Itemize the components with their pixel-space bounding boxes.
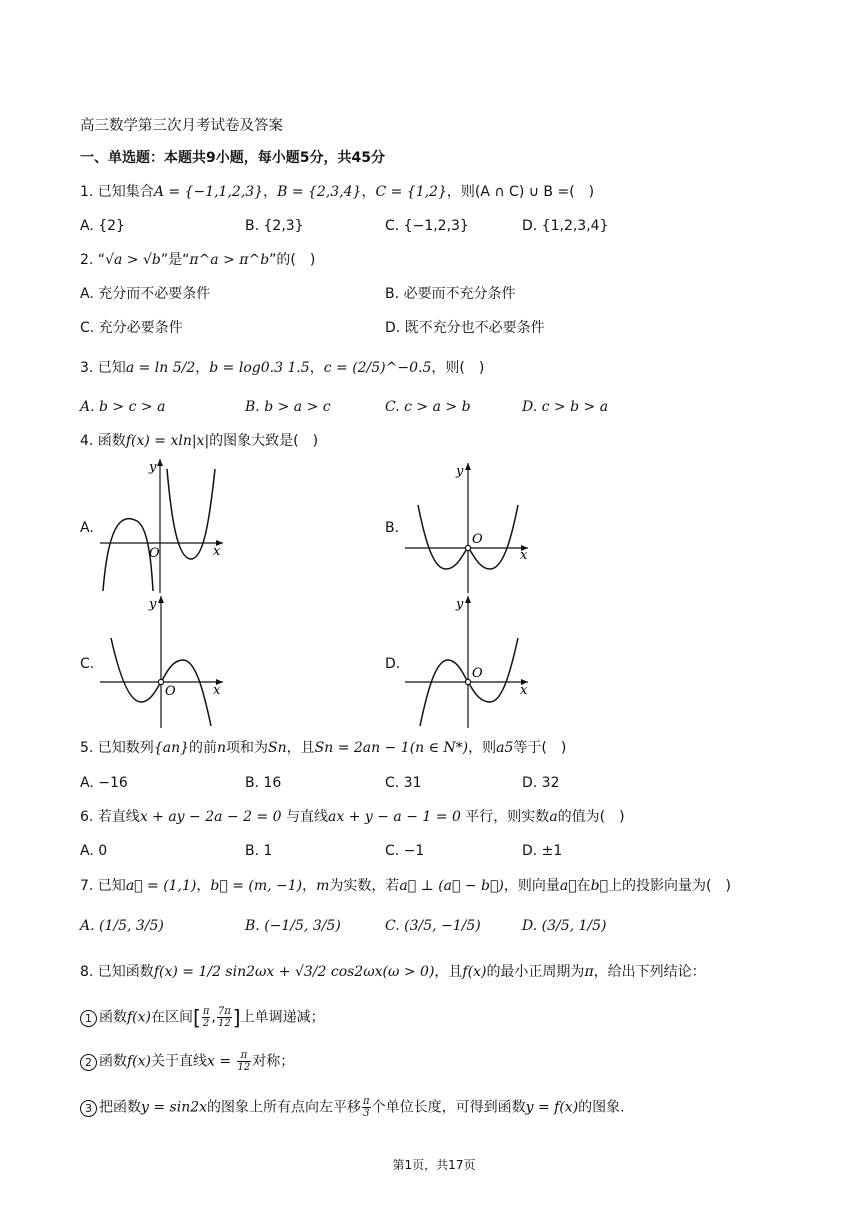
graph-c-x-label: x xyxy=(213,683,221,698)
q5-option-b: B. 16 xyxy=(245,775,282,791)
q2-option-c: C. 充分必要条件 xyxy=(80,320,183,336)
q1-option-a: A. {2} xyxy=(80,218,125,234)
document-title: 高三数学第三次月考试卷及答案 xyxy=(80,118,283,134)
graph-b-y-label: y xyxy=(456,464,464,479)
q8-conclusion-1: 1 函数f(x)在区间[ $\frac{\pi}{2}$ , $\frac{7\pi}{12}$ ]上单调递减； xyxy=(80,1006,325,1029)
graph-d-y-label: y xyxy=(456,597,464,612)
q7-option-d: D. (3/5, 1/5) xyxy=(522,918,607,934)
graph-a-x-label: x xyxy=(213,544,221,559)
question-6: 6. 若直线x + ay − 2a − 2 = 0 与直线ax + y − a − 1 = 0 平行，则实数a的值为( ) xyxy=(80,809,625,825)
question-1: 1. 已知集合A = {−1,1,2,3}，B = {2,3,4}，C = {1,2}，则(A ∩ C) ∪ B =( ) xyxy=(80,184,595,200)
q6-option-d: D. ±1 xyxy=(522,843,563,859)
graph-a-origin: O xyxy=(149,546,160,561)
q3-option-a: A. b > c > a xyxy=(80,399,166,415)
q4-label-a: A. xyxy=(80,520,94,536)
circle-3-icon: 3 xyxy=(80,1100,97,1117)
question-4: 4. 函数f(x) = xln|x|的图象大致是( ) xyxy=(80,433,319,449)
page-footer: 第1页，共17页 xyxy=(392,1158,476,1172)
q5-option-d: D. 32 xyxy=(522,775,560,791)
q6-option-a: A. 0 xyxy=(80,843,108,859)
question-5: 5. 已知数列{an}的前n项和为Sn，且Sn = 2an − 1(n ∈ N*)，则a5等于( ) xyxy=(80,740,567,756)
q2-option-b: B. 必要而不充分条件 xyxy=(385,286,516,302)
graph-c-origin: O xyxy=(165,684,176,699)
graph-a xyxy=(95,455,235,595)
q5-option-a: A. −16 xyxy=(80,775,128,791)
q3-option-d: D. c > b > a xyxy=(522,399,609,415)
q8-conclusion-2: 2 函数f(x)关于直线x = $\frac{\pi}{12}$ 对称； xyxy=(80,1050,294,1073)
q5-option-c: C. 31 xyxy=(385,775,422,791)
question-7: 7. 已知a⃗ = (1,1)，b⃗ = (m, −1)，m为实数，若a⃗ ⊥ (a⃗ − b⃗)，则向量a⃗在b⃗上的投影向量为( ) xyxy=(80,878,731,894)
circle-2-icon: 2 xyxy=(80,1054,97,1071)
graph-b xyxy=(400,455,540,595)
graph-d-origin: O xyxy=(472,666,483,681)
circle-1-icon: 1 xyxy=(80,1010,97,1027)
q1-option-b: B. {2,3} xyxy=(245,218,304,234)
q7-option-c: C. (3/5, −1/5) xyxy=(385,918,481,934)
question-2: 2. “√a > √b”是“π^a > π^b”的( ) xyxy=(80,252,316,268)
q4-label-d: D. xyxy=(385,656,401,672)
graph-c-y-label: y xyxy=(149,597,157,612)
graph-d xyxy=(400,592,540,732)
q4-label-c: C. xyxy=(80,656,95,672)
graph-d-x-label: x xyxy=(520,683,528,698)
section-heading: 一、单选题：本题共9小题，每小题5分，共45分 xyxy=(80,150,385,166)
graph-b-origin: O xyxy=(472,532,483,547)
q1-option-d: D. {1,2,3,4} xyxy=(522,218,609,234)
q6-option-b: B. 1 xyxy=(245,843,273,859)
question-8: 8. 已知函数f(x) = 1/2 sin2ωx + √3/2 cos2ωx(ω > 0)，且f(x)的最小正周期为π，给出下列结论： xyxy=(80,964,706,980)
graph-c xyxy=(95,592,235,732)
q6-option-c: C. −1 xyxy=(385,843,425,859)
question-3: 3. 已知a = ln 5/2，b = log0.3 1.5，c = (2/5)^−0.5，则( ) xyxy=(80,360,485,376)
q1-option-c: C. {−1,2,3} xyxy=(385,218,469,234)
q3-option-b: B. b > a > c xyxy=(245,399,331,415)
q7-option-a: A. (1/5, 3/5) xyxy=(80,918,164,934)
q8-conclusion-3: 3 把函数y = sin2x的图象上所有点向左平移 $\frac{\pi}{3}$ 个单位长度，可得到函数y = f(x)的图象. xyxy=(80,1096,625,1119)
q4-label-b: B. xyxy=(385,520,400,536)
q2-option-d: D. 既不充分也不必要条件 xyxy=(385,320,545,336)
q2-option-a: A. 充分而不必要条件 xyxy=(80,286,211,302)
q3-option-c: C. c > a > b xyxy=(385,399,471,415)
q7-option-b: B. (−1/5, 3/5) xyxy=(245,918,341,934)
graph-a-y-label: y xyxy=(149,460,157,475)
graph-b-x-label: x xyxy=(520,548,528,563)
